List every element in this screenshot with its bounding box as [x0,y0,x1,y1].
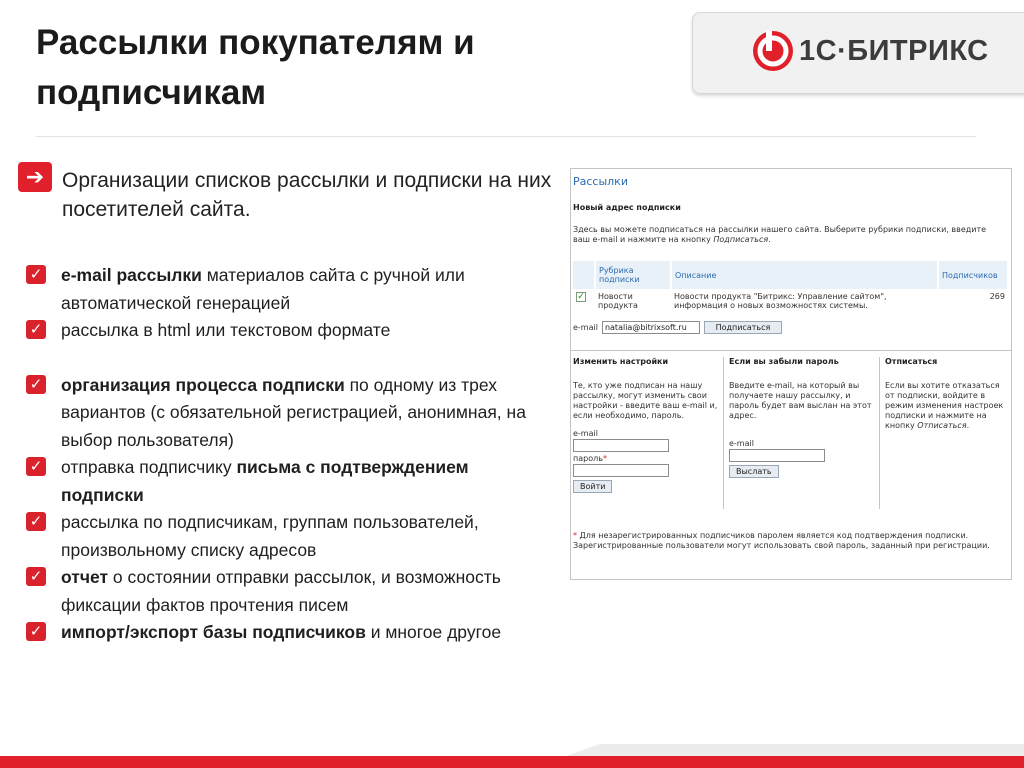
bitrix-logo-icon [751,29,795,73]
password-label-row [573,454,719,464]
unsubscribe-text-italic: Отписаться [917,421,967,430]
password-label: пароль [573,454,603,463]
unsubscribe-text-main: Если вы хотите отказаться от подписки, войдите в режим изменения настроек подписки и нажмите на кнопку [885,381,1004,430]
table-header-description: Описание [671,261,938,289]
page-title [36,18,596,118]
rubric-checkbox-cell[interactable] [573,289,595,313]
table-header-rubric: Рубрика подписки [595,261,671,289]
list-item [26,564,546,619]
list-item [26,317,546,345]
footnote-text: Для незарегистрированных подписчиков паролем является код подтверждения подписки. Зарегистрированные пользователи могут использовать свой пароль, заданный при регистрации. [573,531,990,550]
change-settings-title: Изменить настройки [573,357,669,366]
forgot-password-title: Если вы забыли пароль [729,357,839,366]
feature-list [26,262,546,647]
table-row [573,289,1008,313]
panel-columns [571,357,1011,513]
checkbox-icon: ✓ [26,512,46,531]
forgot-password-text: Введите e-mail, на который вы получаете нашу рассылку, и пароль будет вам выслан на этот адрес. [729,381,872,420]
forgot-email-input[interactable] [729,449,825,462]
list-item [26,372,546,455]
note-text: Здесь вы можете подписаться на рассылки нашего сайта. Выберите рубрики подписки, введите ваш e-mail и нажмите на кнопку [573,225,987,244]
unsubscribe-text-end: . [966,421,970,430]
email-label: e-mail [573,323,598,332]
bullet-text: рассылка по подписчикам, группам пользователей, произвольному списку адресов [61,512,479,560]
checkbox-icon: ✓ [26,567,46,586]
logo-text: 1С·БИТРИКС [799,35,989,67]
bullet-bold: письма с подтверждением подписки [61,457,469,505]
send-password-button[interactable]: Выслать [729,465,779,478]
bullet-text: о состоянии отправки рассылок, и возможность фиксации фактов прочтения писем [61,567,501,615]
subscribe-email-row [573,321,782,334]
panel-note [573,225,1003,245]
subscriber-count: 269 [989,292,1005,301]
list-item [26,262,546,317]
bullet-text: материалов сайта с ручной или автоматической генерацией [61,265,465,313]
bullet-text: отправка подписчику [61,457,237,477]
checkbox-icon: ✓ [26,265,46,284]
table-header-check [573,261,595,289]
title-divider [36,136,976,137]
column-separator [879,357,880,509]
list-item [26,509,546,564]
bullet-text: и многое другое [365,622,502,642]
checkbox-icon: ✓ [26,622,46,641]
checkbox-icon: ✓ [26,375,46,394]
change-settings-section [573,357,719,513]
checkbox-icon: ✓ [26,320,46,339]
arrow-right-icon: ➔ [18,162,52,192]
column-separator [723,357,724,509]
intro-text: Организации списков рассылки и подписки на них посетителей сайта. [62,169,552,221]
footnote-mark: * [573,531,577,540]
checkbox-icon: ✓ [26,457,46,476]
logo-box [692,12,1024,94]
title-line-1: Рассылки покупателям и [36,23,475,62]
settings-email-input[interactable] [573,439,669,452]
note-italic: Подписаться [713,235,769,244]
col1-email-label: e-mail [573,429,598,438]
panel-divider [571,350,1011,351]
rubric-name: Новости продукта [598,292,638,310]
bullet-text: по одному из трех вариантов (с обязательной регистрацией, анонимная, на выбор пользователя) [61,374,526,450]
bullet-bold: импорт/экспорт базы подписчиков [61,622,366,642]
panel-heading: Рассылки [573,175,628,188]
table-header-count: Подписчиков [938,261,1008,289]
required-mark: * [602,454,607,463]
rubric-description: Новости продукта "Битрикс: Управление сайтом", информация о новых возможностях системы. [674,292,887,310]
bottom-brand-bar [0,756,1024,768]
unsubscribe-title: Отписаться [885,357,938,366]
rubric-checkbox[interactable]: ✓ [577,292,585,302]
list-item [26,454,546,509]
bullet-bold: отчет [61,567,109,587]
list-item [26,619,546,647]
note-end: . [768,235,771,244]
forgot-password-section [729,357,875,513]
col2-email-label: e-mail [729,439,754,448]
title-line-2: подписчикам [36,73,267,112]
rubrics-table [573,261,1009,313]
panel-subheading: Новый адрес подписки [573,203,681,212]
change-settings-text: Те, кто уже подписан на нашу рассылку, могут изменить свои настройки - введите ваш e-mail и, если необходимо, пароль. [573,381,718,420]
login-button[interactable]: Войти [573,480,612,493]
subscribe-button[interactable]: Подписаться [704,321,782,334]
unsubscribe-text [885,381,1009,431]
bullet-bold: e-mail рассылки [61,265,202,285]
bullet-text: рассылка в html или текстовом формате [61,320,391,340]
unsubscribe-section [885,357,1009,513]
subscribe-email-input[interactable]: natalia@bitrixsoft.ru [602,321,700,334]
subscription-screenshot [570,168,1012,580]
settings-password-input[interactable] [573,464,669,477]
bullet-bold: организация процесса подписки [61,374,345,395]
panel-footnote [573,531,1003,551]
